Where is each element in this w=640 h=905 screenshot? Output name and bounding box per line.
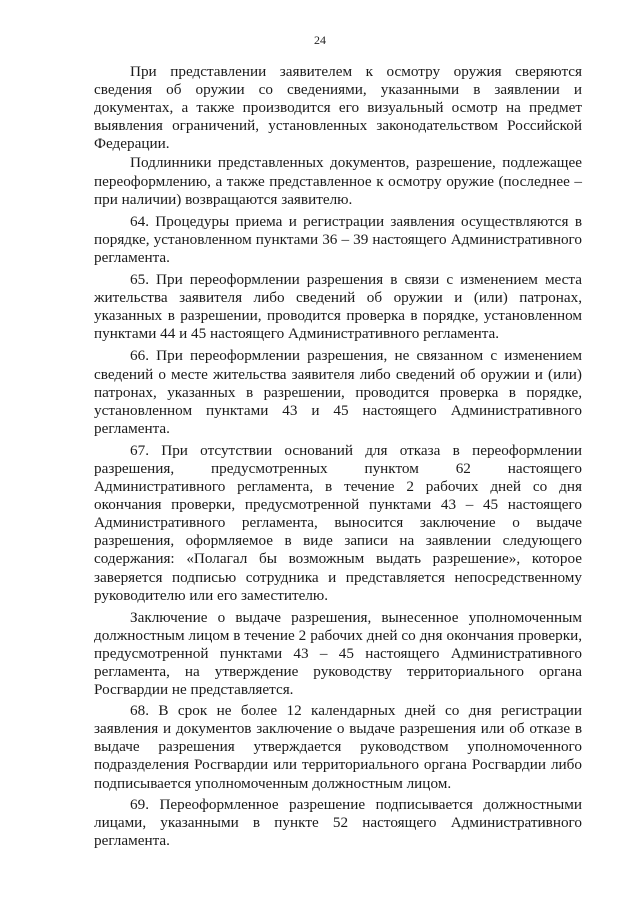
paragraph-item-67: 67. При отсутствии оснований для отказа в переоформлении разрешения, предусмотренных пунктом 62 настоящего Административного регламента, в течение 2 рабочих дней со дня окончания проверки, предусмотренной пунктами 43 – 45 настоящего Административного регламента, выносится заключение о выдаче разрешения, оформляемое в виде записи на заявлении следующего содержания: «Полагал бы возможным выдать разрешение», которое заверяется подписью сотрудника и представляется непосредственному руководителю или его заместителю. bbox=[94, 441, 582, 604]
paragraph-weapon-inspection: При представлении заявителем к осмотру оружия сверяются сведения об оружии со сведениями, указанными в заявлении и документах, а также производится его визуальный осмотр на предмет выявления ограничений, установленных законодательством Российской Федерации. bbox=[94, 63, 582, 153]
document-body bbox=[94, 63, 582, 850]
paragraph-conclusion-issuance: Заключение о выдаче разрешения, вынесенное уполномоченным должностным лицом в течение 2 рабочих дней со дня окончания проверки, предусмотренной пунктами 43 – 45 настоящего Административного регламента, на утверждение руководству территориального органа Росгвардии не представляется. bbox=[94, 608, 582, 699]
paragraph-item-64: 64. Процедуры приема и регистрации заявления осуществляются в порядке, установленном пунктами 36 – 39 настоящего Административного регламента. bbox=[94, 212, 582, 266]
paragraph-documents-returned: Подлинники представленных документов, разрешение, подлежащее переоформлению, а также представленное к осмотру оружие (последнее – при наличии) возвращаются заявителю. bbox=[94, 154, 582, 208]
page-number: 24 bbox=[314, 33, 326, 47]
paragraph-item-66: 66. При переоформлении разрешения, не связанном с изменением сведений о месте жительства заявителя либо сведений об оружии и (или) патронах, указанных в разрешении, проводится проверка в порядке, установленном пунктами 43 и 45 настоящего Административного регламента. bbox=[94, 347, 582, 437]
paragraph-item-69: 69. Переоформленное разрешение подписывается должностными лицами, указанными в пункте 52 настоящего Административного регламента. bbox=[94, 795, 582, 849]
paragraph-item-68: 68. В срок не более 12 календарных дней со дня регистрации заявления и документов заключение о выдаче разрешения или об отказе в выдаче разрешения утверждается руководством уполномоченного подразделения Росгвардии или территориального органа Росгвардии либо подписывается уполномоченным должностным лицом. bbox=[94, 702, 582, 792]
paragraph-item-65: 65. При переоформлении разрешения в связи с изменением места жительства заявителя либо сведений об оружии и (или) патронах, указанных в разрешении, проводится проверка в порядке, установленном пунктами 44 и 45 настоящего Административного регламента. bbox=[94, 271, 582, 343]
